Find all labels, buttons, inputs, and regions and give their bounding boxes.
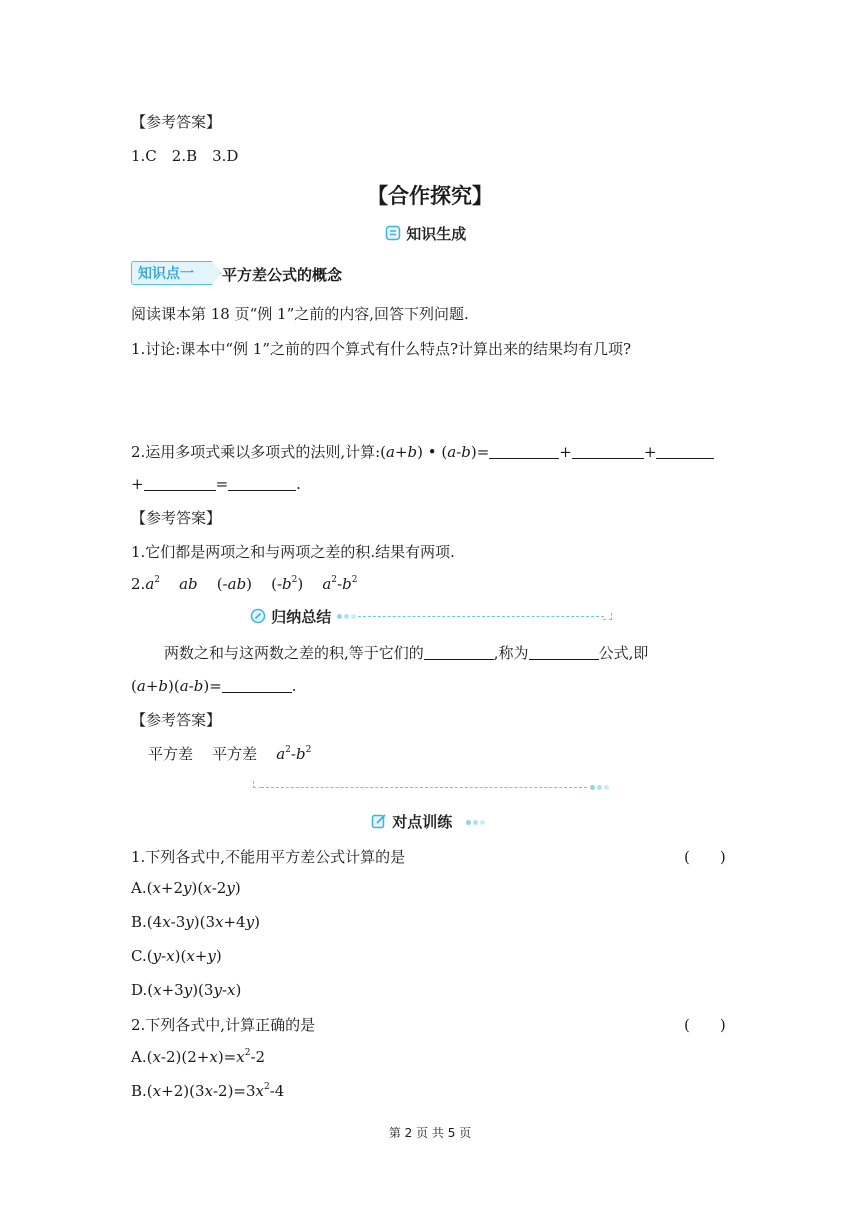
prev-answers: 1.C 2.B 3.D — [131, 147, 239, 165]
question-1: 1.讨论:课本中“例 1”之前的四个算式有什么特点?计算出来的结果均有几项? — [131, 340, 632, 358]
summary-text-part-3: 公式,即 — [598, 644, 649, 662]
summary-answer-1: 平方差 — [148, 745, 194, 763]
pq1-option-b: B.(4x-3y)(3x+4y) — [131, 913, 260, 931]
pq1-option-a: A.(x+2y)(x-2y) — [131, 879, 241, 897]
summary-bottom-dot-3 — [604, 785, 609, 790]
practice-question-2-answer-paren: ( ) — [684, 1016, 726, 1034]
answer-1: 1.它们都是两项之和与两项之差的积.结果有两项. — [131, 543, 455, 561]
practice-title: 对点训练 — [392, 813, 453, 831]
summary-dot-1 — [337, 614, 342, 619]
ref-answer-label-2: 【参考答案】 — [131, 509, 222, 527]
summary-bottom-rule — [261, 787, 587, 788]
practice-heading — [371, 811, 452, 832]
pencil-icon — [250, 608, 266, 624]
section-title: 【合作探究】 — [367, 184, 493, 208]
summary-top-corner — [603, 613, 612, 620]
summary-dot-2 — [344, 614, 349, 619]
pq2-option-a: $A.(x-2)(2+x)=x^2-2$ — [131, 1048, 266, 1066]
practice-dot-3 — [480, 820, 485, 825]
practice-dot-2 — [473, 820, 478, 825]
question-2-lead: 2.运用多项式乘以多项式的法则,计算: — [131, 443, 381, 461]
ref-answer-label-1: 【参考答案】 — [131, 113, 222, 131]
summary-dot-3 — [351, 614, 356, 619]
intro-text: 阅读课本第 18 页“例 1”之前的内容,回答下列问题. — [131, 305, 469, 323]
summary-title: 归纳总结 — [271, 608, 332, 626]
summary-text-part-1: 两数之和与这两数之差的积,等于它们的 — [164, 644, 424, 662]
summary-heading — [250, 606, 331, 627]
book-icon — [385, 225, 401, 241]
pq2-option-b: $B.(x+2)(3x-2)=3x^2-4$ — [131, 1082, 285, 1100]
practice-dot-1 — [466, 820, 471, 825]
practice-question-1: 1.下列各式中,不能用平方差公式计算的是 — [131, 848, 406, 866]
knowledge-gen-title: 知识生成 — [406, 225, 467, 243]
summary-answers: 平方差 平方差 $a^2-b^2$ — [148, 745, 312, 763]
summary-bottom-dot-1 — [590, 785, 595, 790]
summary-top-rule — [358, 616, 604, 617]
summary-formula: (a+b)(a-b)= . — [131, 677, 297, 695]
answer-2: $2.a^2$ ab (-ab) $(-b^2)$ $a^2-b^2$ — [131, 575, 358, 593]
knowledge-point-title: 平方差公式的概念 — [222, 266, 343, 284]
practice-question-1-answer-paren: ( ) — [684, 848, 726, 866]
summary-text-part-2: ,称为 — [493, 644, 529, 662]
summary-bottom-dot-2 — [597, 785, 602, 790]
edit-icon — [371, 813, 387, 829]
pq1-option-d: D.(x+3y)(3y-x) — [131, 981, 242, 999]
summary-answer-2: 平方差 — [212, 745, 258, 763]
pq1-option-c: C.(y-x)(x+y) — [131, 947, 222, 965]
question-2: 2.运用多项式乘以多项式的法则,计算:(a+b) • (a-b)= + + — [131, 441, 714, 462]
knowledge-point-badge-label: 知识点一 — [138, 266, 194, 282]
practice-question-2: 2.下列各式中,计算正确的是 — [131, 1016, 316, 1034]
page-footer: 第 2 页 共 5 页 — [388, 1126, 472, 1140]
knowledge-gen-heading — [385, 223, 466, 244]
question-2-cont: + = . — [131, 475, 301, 493]
ref-answer-label-3: 【参考答案】 — [131, 711, 222, 729]
summary-text — [164, 642, 648, 663]
